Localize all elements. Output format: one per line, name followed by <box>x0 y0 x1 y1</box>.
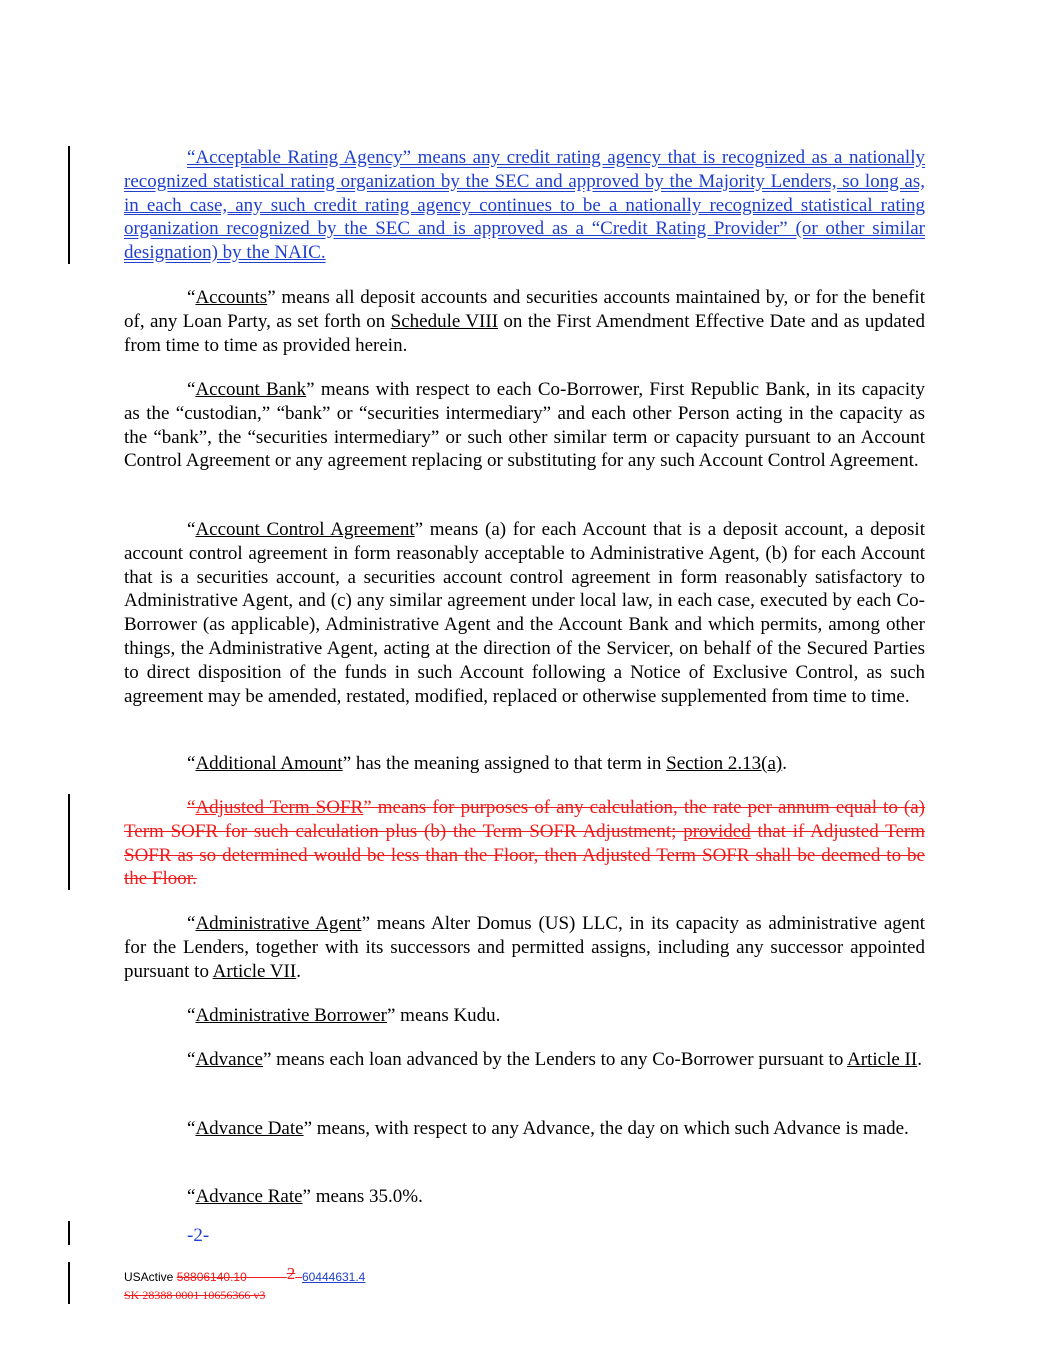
quote-open: “ <box>187 1049 196 1070</box>
defined-term: Adjusted Term SOFR <box>195 797 364 818</box>
page-number-text: -2- <box>187 1225 210 1246</box>
definition-text: ” has the meaning assigned to that term in <box>342 753 667 774</box>
change-bar-footer <box>68 1262 70 1304</box>
defined-term: Account Control Agreement <box>195 519 415 540</box>
definition-text: ” means, with respect to any Advance, the day on which such Advance is made. <box>303 1118 909 1139</box>
definition-text: ” means 35.0%. <box>302 1186 423 1207</box>
definition-advance <box>124 1048 925 1072</box>
defined-term: Advance Rate <box>195 1186 303 1207</box>
quote-open: “ <box>187 797 196 818</box>
definition-text: . <box>782 753 787 774</box>
footer-doc-id <box>124 1264 366 1285</box>
cross-reference: Article VII <box>212 960 297 982</box>
change-bar-page-number <box>68 1221 70 1245</box>
defined-term: Administrative Agent <box>195 913 362 934</box>
definition-advance-date <box>124 1117 925 1141</box>
definition-text: ” means with respect to each Co-Borrower, First Republic Bank, in its capacity as the “custodian,” “bank” or “securities intermediary” and each other Person acting in the capacity as the “bank”, the “securities intermediary” or such other similar term or capacity pursuant to an Account Control Agreement or any agreement replacing or substituting for any such Account Control Agreement. <box>124 379 925 472</box>
quote-open: “ <box>187 1118 196 1139</box>
definition-administrative-agent <box>124 912 925 983</box>
footer-old-page: 2 <box>286 1264 296 1283</box>
defined-term: Advance <box>195 1049 263 1070</box>
definition-account-bank <box>124 378 925 473</box>
defined-term: Administrative Borrower <box>195 1005 387 1026</box>
definition-adjusted-term-sofr-deleted <box>124 796 925 891</box>
definition-accounts <box>124 286 925 357</box>
cross-reference: Section 2.13(a) <box>666 753 783 774</box>
definition-advance-rate <box>124 1185 925 1209</box>
definition-text: ” means (a) for each Account that is a deposit account, a deposit account control agreement in form reasonably acceptable to Administrative Agent, (b) for each Account that is a securities account, a securities account control agreement in form reasonably satisfactory to Administrative Agent, and (c) any similar agreement under local law, in each case, executed by each Co-Borrower (as applicable), Administrative Agent and the Account Bank and which permits, among other things, the Administrative Agent, acting at the direction of the Servicer, on behalf of the Secured Parties to direct disposition of the funds in such Account following a Notice of Exclusive Control, as such agreement may be amended, restated, modified, replaced or otherwise supplemented from time to time. <box>124 519 925 707</box>
quote-open: “ <box>187 1186 196 1207</box>
definition-text: . <box>917 1049 922 1070</box>
definition-acceptable-rating-agency <box>124 146 925 265</box>
defined-term: Accounts <box>195 287 268 308</box>
footer-new-doc-id: 60444631.4 <box>301 1270 366 1284</box>
defined-term: Additional Amount <box>195 753 343 774</box>
definition-additional-amount <box>124 752 925 776</box>
definition-text: on the First Amendment Effective Date and as updated from time to time as provided herein. <box>124 310 926 356</box>
quote-open: “ <box>187 1005 196 1026</box>
change-bar-adjusted-term-sofr <box>68 794 70 890</box>
deleted-text: ” means for purposes of any calculation, the rate per annum equal to (a) Term SOFR for such calculation plus (b) the Term SOFR Adjustment; <box>124 797 926 842</box>
footer-old-doc-id: 58806140.10 <box>176 1270 247 1284</box>
page-number <box>124 1224 210 1247</box>
definition-text: . <box>296 960 301 982</box>
definition-account-control-agreement <box>124 518 925 708</box>
quote-open: “ <box>187 753 196 774</box>
deleted-text-provided: provided <box>683 820 751 842</box>
quote-open: “ <box>187 287 196 308</box>
definition-text: ” means each loan advanced by the Lenders to any Co-Borrower pursuant to <box>262 1049 848 1070</box>
definition-administrative-borrower <box>124 1004 925 1028</box>
defined-term: Advance Date <box>195 1118 304 1139</box>
inserted-text: “Acceptable Rating Agency” means any credit rating agency that is recognized as a nationally recognized statistical rating organization by the SEC and approved by the Majority Lenders, so long as, in each case, any such credit rating agency continues to be a nationally recognized statistical rating organization recognized by the SEC and is approved as a “Credit Rating Provider” (or other similar designation) by the NAIC. <box>124 147 925 264</box>
definition-text: ” means all deposit accounts and securities accounts maintained by, or for the benefit of, any Loan Party, as set forth on <box>124 287 925 332</box>
quote-open: “ <box>187 519 196 540</box>
quote-open: “ <box>187 913 196 934</box>
definition-text: ” means Kudu. <box>386 1005 501 1026</box>
change-bar-acceptable-rating-agency <box>68 146 70 264</box>
cross-reference: Schedule VIII <box>390 310 499 332</box>
deleted-text: that if Adjusted Term SOFR as so determined would be less than the Floor, then Adjusted Term SOFR shall be deemed to be the Floor. <box>124 820 925 890</box>
definition-text: ” means Alter Domus (US) LLC, in its capacity as administrative agent for the Lenders, together with its successors and permitted assigns, including any successor appointed pursuant to <box>124 913 925 982</box>
footer-old-sk-id: SK 28388 0001 10656366 v3 <box>124 1288 266 1302</box>
footer-prefix: USActive <box>124 1270 177 1284</box>
cross-reference: Article II <box>847 1049 918 1070</box>
defined-term: Account Bank <box>195 379 307 400</box>
quote-open: “ <box>187 379 196 400</box>
